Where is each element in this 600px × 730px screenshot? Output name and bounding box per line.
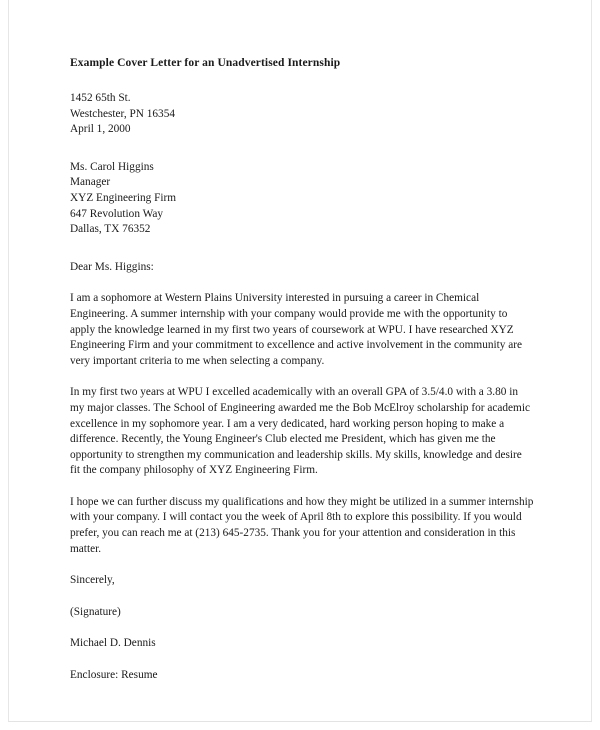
sender-address-line: 1452 65th St. <box>70 92 131 104</box>
recipient-address-block <box>70 160 534 238</box>
body-paragraph: I am a sophomore at Western Plains University interested in pursuing a career in Chemical Engineering. A summer internship with your company would provide me with the opportunity to apply the knowledge learned in my first two years of coursework at WPU. I have researched XYZ Engineering Firm and your commitment to excellence and active involvement in the community are very important criteria to me when selecting a company. <box>70 292 523 367</box>
cover-letter <box>70 56 534 684</box>
body-paragraph: I hope we can further discuss my qualifications and how they might be utilized in a summer internship with your company. I will contact you the week of April 8th to explore this possibility. If you would prefer, you can reach me at (213) 645-2735. Thank you for your attention and consideration in this matter. <box>70 495 534 555</box>
sender-address-block <box>70 91 534 138</box>
closing-salutation: Sincerely, <box>70 574 115 587</box>
recipient-street: 647 Revolution Way <box>70 207 164 220</box>
sender-date-line: April 1, 2000 <box>70 123 131 136</box>
enclosure-note: Enclosure: Resume <box>70 669 158 682</box>
salutation: Dear Ms. Higgins: <box>70 260 154 273</box>
sender-name: Michael D. Dennis <box>70 637 156 650</box>
recipient-title: Manager <box>70 176 111 189</box>
page-title: Example Cover Letter for an Unadvertised Internship <box>70 57 341 69</box>
sender-address-line: Westchester, PN 16354 <box>70 107 175 120</box>
closing-block <box>70 573 534 683</box>
signature-placeholder: (Signature) <box>70 605 121 618</box>
body-paragraph: In my first two years at WPU I excelled academically with an overall GPA of 3.5/4.0 with a 3.80 in my major classes. The School of Engineering awarded me the Bob McElroy scholarship for academic excellence in my sophomore year. I am a very dedicated, hard working person hoping to make a difference. Recently, the Young Engineer's Club elected me President, which has given me the opportunity to strengthen my communication and leadership skills. My skills, knowledge and desire fit the company philosophy of XYZ Engineering Firm. <box>70 386 531 477</box>
recipient-city-state-zip: Dallas, TX 76352 <box>70 223 151 236</box>
recipient-name: Ms. Carol Higgins <box>70 160 154 173</box>
recipient-company: XYZ Engineering Firm <box>70 191 177 204</box>
